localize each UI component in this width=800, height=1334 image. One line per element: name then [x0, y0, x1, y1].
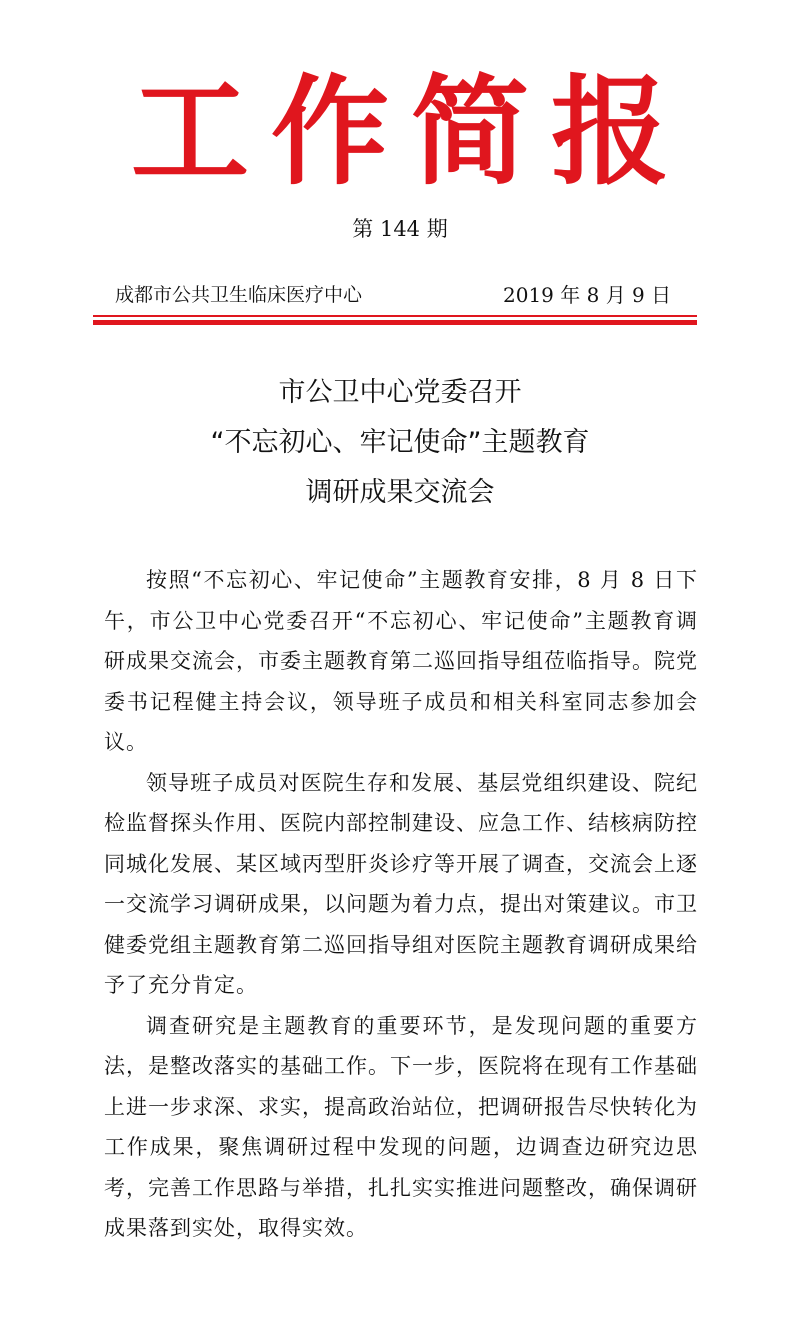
headline-line-1: 市公卫中心党委召开: [278, 377, 522, 408]
headline-line-2: “不忘初心、牢记使命”主题教育: [210, 427, 590, 458]
headline-line-3: 调研成果交流会: [305, 477, 495, 508]
header-divider-thin: [93, 315, 697, 317]
meta-row: [115, 278, 695, 312]
paragraph-2: 领导班子成员对医院生存和发展、基层党组织建设、院纪检监督探头作用、医院内部控制建设、应急工作、结核病防控同城化发展、某区域丙型肝炎诊疗等开展了调查，交流会上逐一交流学习调研成果，以问题为着力点，提出对策建议。市卫健委党组主题教育第二巡回指导组对医院主题教育调研成果给予了充分肯定。: [104, 770, 698, 997]
header-divider-thick: [93, 320, 697, 325]
issue-number: 第 144 期: [352, 217, 448, 241]
article-body: [104, 560, 698, 1249]
organization-name: 成都市公共卫生临床医疗中心: [115, 284, 363, 306]
issue-date: 2019 年 8 月 9 日: [503, 283, 672, 307]
paragraph-3: 调查研究是主题教育的重要环节，是发现问题的重要方法，是整改落实的基础工作。下一步，医院将在现有工作基础上进一步求深、求实，提高政治站位，把调研报告尽快转化为工作成果，聚焦调研过程中发现的问题，边调查边研究边思考，完善工作思路与举措，扎扎实实推进问题整改，确保调研成果落到实处，取得实效。: [104, 1013, 698, 1240]
paragraph-1: 按照“不忘初心、牢记使命”主题教育安排，8 月 8 日下午，市公卫中心党委召开“不忘初心、牢记使命”主题教育调研成果交流会，市委主题教育第二巡回指导组莅临指导。院党委书记程健主持会议，领导班子成员和相关科室同志参加会议。: [104, 568, 698, 754]
masthead-title: 工作简报: [130, 63, 691, 201]
article-headline: [0, 368, 800, 518]
